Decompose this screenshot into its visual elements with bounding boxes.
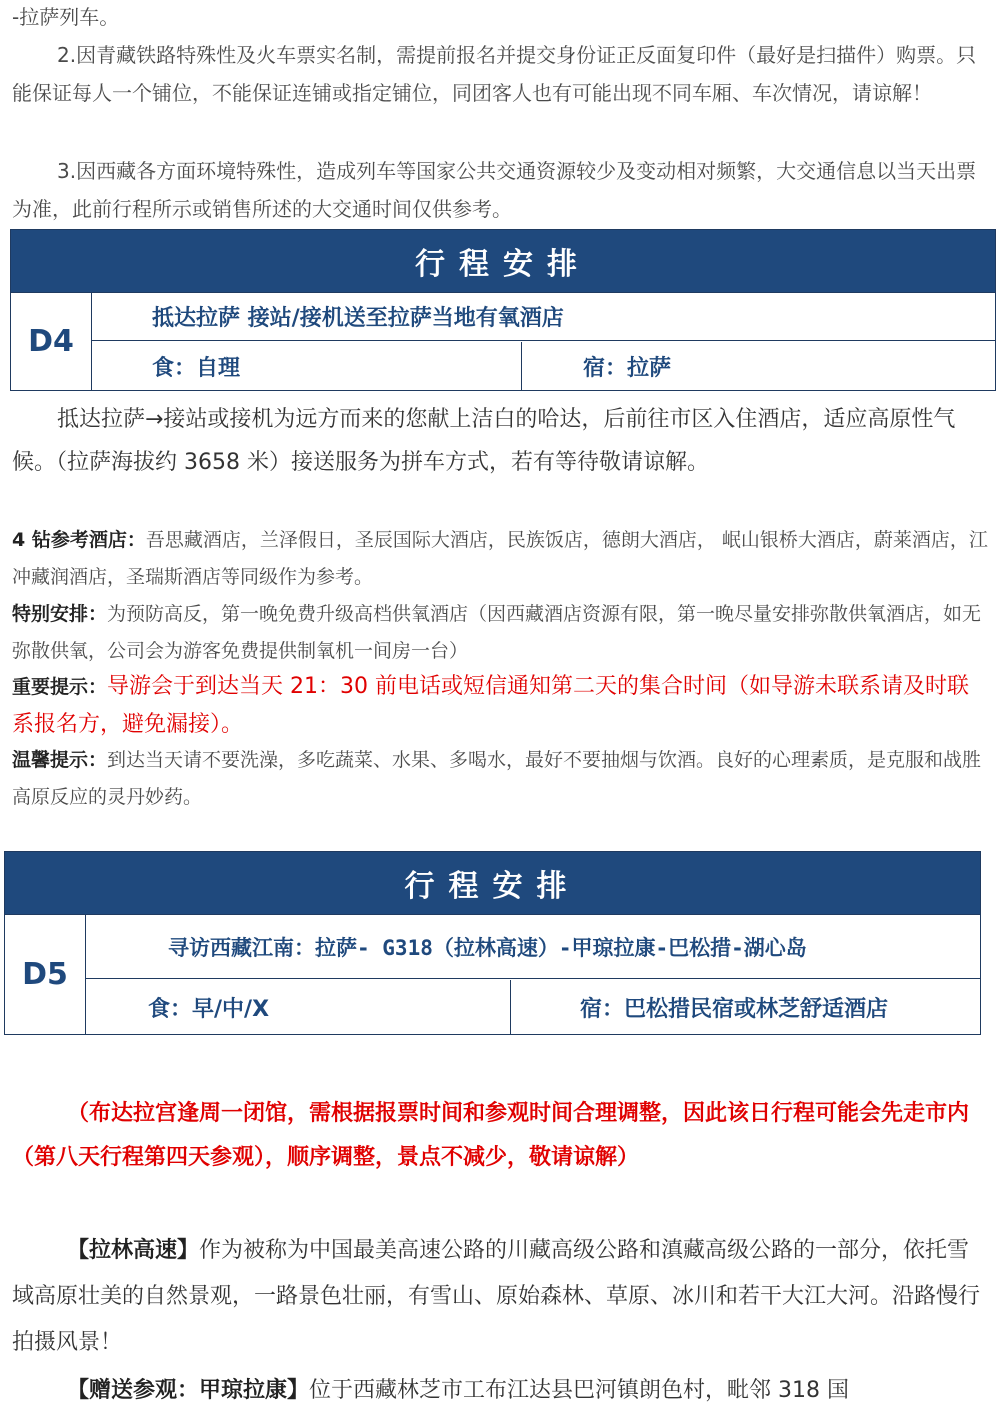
stay-info: 宿：拉萨 bbox=[583, 355, 672, 381]
itinerary-header: 行程安排 bbox=[5, 852, 980, 915]
special-text: 为预防高反，第一晚免费升级高档供氧酒店（因西藏酒店资源有限，第一晚尽量安排弥散供氧酒店，如无弥散供氧，公司会为游客免费提供制氧机一间房一台） bbox=[12, 603, 982, 662]
meal-info: 食：早/中/X bbox=[86, 980, 511, 1034]
lalin-paragraph bbox=[12, 1228, 990, 1366]
important-note bbox=[12, 668, 990, 744]
day-label: D5 bbox=[5, 915, 86, 1034]
itinerary-header: 行程安排 bbox=[11, 230, 995, 293]
d5-warning: （布达拉宫逢周一闭馆，需根据报票时间和参观时间合理调整，因此该日行程可能会先走市内（第八天行程第四天参观），顺序调整，景点不减少，敬请谅解） bbox=[12, 1101, 970, 1170]
important-label: 重要提示： bbox=[12, 676, 108, 698]
jiaqiong-label: 【赠送参观：甲琼拉康】 bbox=[67, 1378, 310, 1403]
lalin-text: 作为被称为中国最美高速公路的川藏高级公路和滇藏高级公路的一部分，依托雪域高原壮美的自然景观，一路景色壮丽，有雪山、原始森林、草原、冰川和若干大江大河。沿路慢行拍摄风景！ bbox=[12, 1238, 981, 1355]
warm-note bbox=[12, 742, 990, 816]
intro-item-2: 2.因青藏铁路特殊性及火车票实名制，需提前报名并提交身份证正反面复印件（最好是扫描件）购票。只能保证每人一个铺位，不能保证连铺或指定铺位，同团客人也有可能出现不同车厢、车次情况，请谅解！ bbox=[12, 43, 977, 105]
intro-line: -拉萨列车。 bbox=[12, 5, 120, 29]
hotel-label: 4 钻参考酒店： bbox=[12, 529, 146, 551]
important-text: 导游会于到达当天 21：30 前电话或短信通知第二天的集合时间（如导游未联系请及时联系报名方，避免漏接）。 bbox=[12, 674, 969, 737]
special-label: 特别安排： bbox=[12, 603, 108, 625]
day-label: D4 bbox=[11, 293, 92, 390]
special-note bbox=[12, 596, 990, 670]
hotel-text: 吾思藏酒店，兰泽假日，圣辰国际大酒店，民族饭店，德朗大酒店， 岷山银桥大酒店，蔚莱酒店，江冲藏润酒店，圣瑞斯酒店等同级作为参考。 bbox=[12, 529, 988, 588]
route-title: 寻访西藏江南：拉萨- G318（拉林高速）-甲琼拉康-巴松措-湖心岛 bbox=[86, 915, 980, 979]
route-title: 抵达拉萨 接站/接机送至拉萨当地有氧酒店 bbox=[92, 293, 995, 341]
itinerary-table-d4 bbox=[10, 229, 996, 391]
warm-label: 温馨提示： bbox=[12, 749, 108, 771]
intro-item-3: 3.因西藏各方面环境特殊性，造成列车等国家公共交通资源较少及变动相对频繁，大交通信息以当天出票为准，此前行程所示或销售所述的大交通时间仅供参考。 bbox=[12, 159, 977, 221]
d4-description: 抵达拉萨→接站或接机为远方而来的您献上洁白的哈达，后前往市区入住酒店，适应高原性气候。（拉萨海拔约 3658 米）接送服务为拼车方式，若有等待敬请谅解。 bbox=[12, 407, 956, 475]
warm-text: 到达当天请不要洗澡，多吃蔬菜、水果、多喝水，最好不要抽烟与饮酒。良好的心理素质，是克服和战胜高原反应的灵丹妙药。 bbox=[12, 749, 982, 808]
stay-info: 宿：巴松措民宿或林芝舒适酒店 bbox=[580, 996, 889, 1022]
meal-info: 食：自理 bbox=[92, 342, 522, 390]
jiaqiong-text: 位于西藏林芝市工布江达县巴河镇朗色村，毗邻 318 国 bbox=[309, 1378, 849, 1403]
jiaqiong-paragraph bbox=[12, 1368, 990, 1414]
itinerary-table-d5 bbox=[4, 851, 981, 1035]
hotel-note bbox=[12, 522, 990, 596]
lalin-label: 【拉林高速】 bbox=[67, 1238, 200, 1263]
